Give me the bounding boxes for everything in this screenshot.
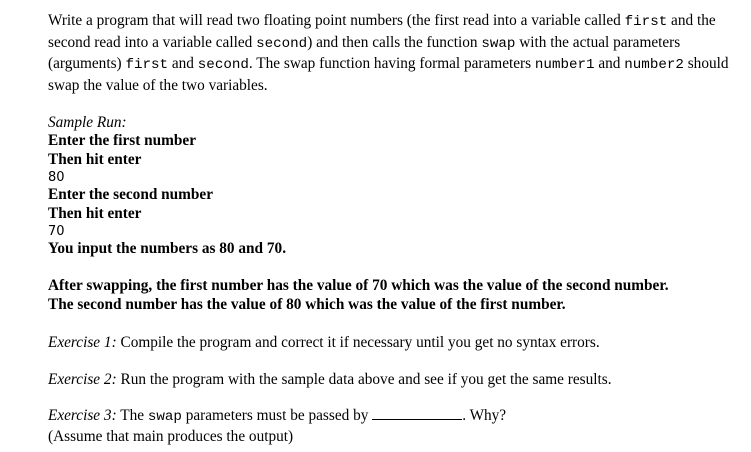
intro-text-5: and [168,55,198,72]
param-number1: number1 [534,57,595,73]
exercise-3-code-swap: swap [147,408,182,425]
param-number2: number2 [624,57,684,73]
intro-text-1: Write a program that will read two floating point numbers (the first read into a variable called [48,12,625,29]
intro-text-7: and [594,55,625,72]
sample-input-2: 70 [48,224,65,239]
lab-document [48,11,738,446]
intro-text-6: . The swap function having formal parameters [248,55,535,72]
exercise-2-text: Run the program with the sample data above and see if you get the same results. [116,370,612,388]
exercise-1-label: Exercise 1: [48,333,117,351]
exercise-1 [48,333,738,352]
exercise-1-text: Compile the program and correct it if necessary until you get no syntax errors. [116,333,600,351]
intro-text-4: with the actual parameters (arguments) [48,33,681,72]
sample-run-heading: Sample Run: [48,114,127,131]
intro-text-8: should swap the value of the two variables. [48,55,729,94]
sample-result: You input the numbers as 80 and 70. [48,240,287,257]
sample-prompt-1b: Then hit enter [48,150,142,168]
func-swap: swap [481,35,516,52]
intro-text-3: ) and then calls the function [307,33,482,51]
answer-blank-line [372,407,462,420]
sample-input-1: 80 [48,170,65,185]
exercise-3-text-c: . Why? [462,406,507,424]
exercise-3-label: Exercise 3: [48,406,117,424]
explanation-line-1: After swapping, the first number has the value of 70 which was the value of the second number. [48,276,669,294]
swap-explanation [48,276,738,314]
exercise-2-label: Exercise 2: [48,370,117,388]
explanation-line-2: The second number has the value of 80 which was the value of the first number. [48,295,566,313]
exercise-3-note: (Assume that main produces the output) [48,427,294,445]
intro-paragraph [48,11,738,96]
exercise-3-text-a: The [116,406,148,424]
sample-prompt-2: Enter the second number [48,186,214,203]
exercise-3-text-b: parameters must be passed by [181,406,373,424]
var-second: second [256,35,308,52]
intro-text-2: and the second read into a variable called [48,12,716,51]
sample-prompt-1: Enter the first number [48,132,196,149]
var-second-arg: second [197,57,249,73]
exercise-3 [48,406,738,427]
sample-prompt-2b: Then hit enter [48,204,142,222]
var-first: first [624,14,668,30]
exercise-2 [48,370,738,389]
var-first-arg: first [125,57,169,73]
